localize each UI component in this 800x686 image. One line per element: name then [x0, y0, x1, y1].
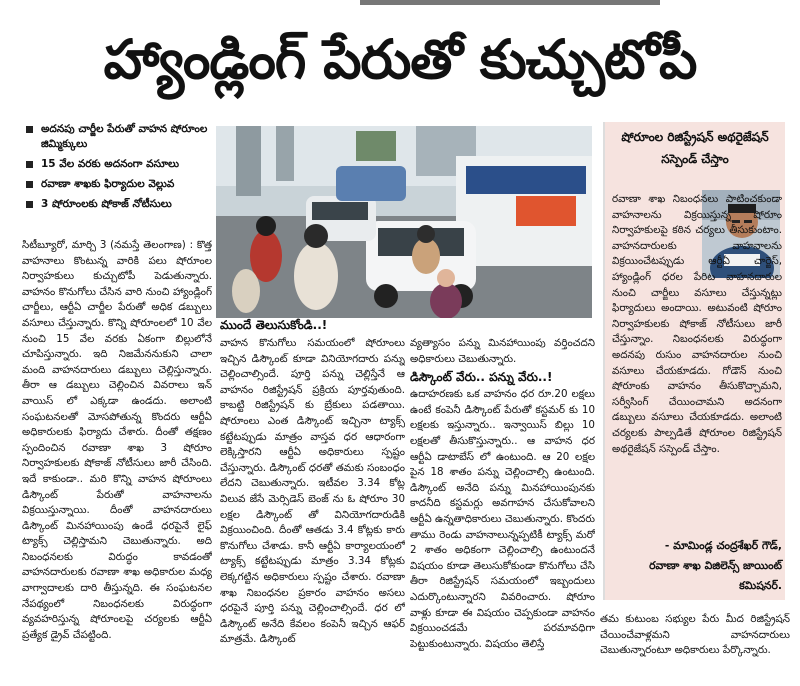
page-title: హ్యాండ్లింగ్ పేరుతో కుచ్చుటోపీ: [103, 28, 697, 91]
sidebar-title: షోరూంల రిజిస్ట్రేషన్ అథరైజేషన్ సస్పెండ్ చేస్తాం: [621, 130, 769, 166]
bullet-text: రవాణా శాఖకు ఫిర్యాదుల వెల్లువ: [41, 178, 175, 190]
article-paragraph: ఉదాహరణకు ఒక వాహనం ధర రూ.20 లక్షలు ఉంటే కంపెనీ డిస్కౌంట్ పేరుతో కస్టమర్ కు 10 లక్షలకు ఇస్తున్నారు.. ఇన్వాయిస్ బిల్లు 10 లక్షలతో తీసుకొస్తున్నారు.. ఆ వాహన ధర ఆర్టీఏ డాటాబేస్ లో ఉంటుంది. ఆ 20 లక్షల పైన 18 శాతం పన్ను చెల్లించాల్సి ఉంటుంది. డిస్కౌంట్ అనేది పన్ను మినహాయింపునకు కాదనీది కస్టమర్లు అవగాహన చేసుకోవాలని ఆర్టీఏ ఉన్నతాధికారులు చెబుతున్నారు. కొందరు తాము రెండు వాహనాలున్నప్పటికీ ట్యాక్స్ మరో 2 శాతం అధికంగా చెల్లించాల్సి ఉంటుందనే విషయం కూడా తెలుసుకోకుండా కొనుగోలు చేసి తీరా రిజిస్ట్రేషన్ సమయంలో ఇబ్బందులు ఎదుర్కొంటున్నారని వివరించారు. షోరూం వాళ్లు కూడా ఈ విషయం చెప్పకుండా వాహనం విక్రయించడమే పరమావధిగా పెట్టుకుంటున్నారు. విషయం తెలిస్తే: [410, 388, 595, 650]
article-column-1: [22, 238, 212, 668]
top-rule: [360, 0, 660, 5]
section-heading-know-first: ముందే తెలుసుకోండి..!: [220, 318, 328, 332]
list-item: [26, 157, 216, 172]
article-paragraph: సిటీబ్యూరో, మార్చి 3 (నమస్తే తెలంగాణ) : కొత్త వాహనాలు కొంటున్న వారికి పలు షోరూంల నిర్వాహకులు కుచ్చుటోపీ పెడుతున్నారు. వాహనం కొనుగోలు చేసిన వారి నుంచి హ్యాండ్లింగ్ చార్జీలు, ఆర్టీఏ చార్జీల పేరుతో అధిక డబ్బులు వసూలు చేస్తున్నారు. కొన్ని షోరూంలలో 10 వేల నుంచి 15 వేల వరకు ఏకంగా బిల్లులోనే చూపిస్తున్నారు. ఇది నిజమేననుకుని చాలా మంది వాహనదారులు డబ్బులు చెల్లిస్తున్నారు. తీరా ఆ డబ్బులు చెల్లించిన వివరాలు ఇన్ వాయిస్ లో ఎక్కడా ఉండదు. అలాంటి సంఘటనలతో మోసపోతున్న కొందరు ఆర్టీఏ అధికారులకు ఫిర్యాదు చేశారు. దీంతో తక్షణం స్పందించిన రవాణా శాఖ 3 షోరూం నిర్వాహకులకు షోకాజ్ నోటీసులు జారీ చేసింది. ఇదే కాకుండా.. మరి కొన్ని వాహన షోరూంలు డిస్కౌంట్ పేరుతో వాహనాలను విక్రయిస్తున్నాయి. దీంతో వాహనదారులు డిస్కౌంట్ మినహాయింపు ఉండే ధరపైనే లైఫ్ ట్యాక్స్ చెల్లిస్తామని చెబుతున్నారు. అది నిబంధనలకు విరుద్ధం కావడంతో వాహనదారులకు రవాణా శాఖ అధికారుల మధ్య వాగ్వాదాలకు దారి తీస్తున్నది. ఈ సంఘటనల నేపథ్యంలో నిబంధనలకు విరుద్ధంగా వ్యవహరిస్తున్న షోరూంలపై చర్యలకు ఆర్టీఏ ప్రత్యేక డ్రైవ్ చేపట్టింది.: [22, 239, 212, 641]
list-item: [26, 177, 216, 192]
article-continuation: తమ కుటుంబ సభ్యుల పేరు మీద రిజిస్ట్రేషన్ చేయించేవాళ్లమని వాహనదారులు చెబుతున్నారంటూ అధికారులు పేర్కొన్నారు.: [600, 613, 790, 657]
list-item: [26, 122, 216, 152]
bullet-text: అదనపు చార్జీల పేరుతో వాహన షోరూంల జిమ్మిక్కులు: [41, 123, 208, 150]
bullet-icon: [26, 161, 33, 168]
bullet-text: 3 షోరూంలకు షోకాజ్ నోటీసులు: [41, 198, 172, 210]
article-paragraph: వ్యత్యాసం పన్ను మినహాయింపు వర్తించదని అధికారులు చెబుతున్నారు.: [410, 337, 595, 365]
bullet-icon: [26, 201, 33, 208]
highlights-list: [26, 122, 216, 217]
article-paragraph: వాహన కొనుగోలు సమయంలో షోరూంలు ఇచ్చిన డిస్కౌంట్ కూడా వినియోగదారు పన్ను చెల్లించాల్సిందే. పూర్తి పన్ను చెల్లిస్తేనే ఆ వాహనం రిజిస్ట్రేషన్ ప్రక్రియ పూర్తవుతుంది. కాబట్టి రిజిస్ట్రేషన్ కు బ్రేకులు పడతాయి. షోరూంలు ఎంత డిస్కౌంట్ ఇచ్చినా ట్యాక్స్ కట్టేటప్పుడు మాత్రం వాస్తవ ధర ఆధారంగా లెక్కిస్తారని ఆర్టీఏ అధికారులు స్పష్టం చేస్తున్నారు. డిస్కౌంట్ ధరతో తమకు సంబంధం లేదని చెబుతున్నారు. ఇటీవల 3.34 కోట్ల విలువ జేసే మెర్సిడెస్ బెంజ్ ను ఓ షోరూం 30 లక్షల డిస్కౌంట్ తో వినియోగదారుడికి విక్రయించింది. దీంతో ఆతడు 3.4 కోట్లకు కారు కొనుగోలు చేశాడు. కానీ ఆర్టీఏ కార్యాలయంలో ట్యాక్స్ కట్టేటప్పుడు మాత్రం 3.34 కోట్లకు లెక్కగట్టిన అధికారులు స్పష్టం చేశారు. రవాణా శాఖ నిబంధనల ప్రకారం వాహనం అసలు ధరపైనే పూర్తి పన్ను చెల్లించాల్సిందే. ధర లో డిస్కౌంట్ అనేది కేవలం కంపెనీ ఇచ్చిన ఆఫర్ మాత్రమే. డిస్కౌంట్: [220, 337, 405, 646]
traffic-illustration: [216, 126, 592, 318]
bullet-icon: [26, 181, 33, 188]
signature-name: - మామిండ్ల చంద్రశేఖర్ గౌడ్,: [664, 539, 782, 552]
sidebar-text: రవాణా శాఖ నిబంధనలు పాటించకుండా వాహనాలను విక్రయిస్తున్న షోరూం నిర్వాహకులపై కఠిన చర్యలు తీసుకుంటాం. వాహనదారులకు వాహనాలను విక్రయించేటప్పుడు ఆర్టీఏ చార్జెస్, హ్యాండ్లింగ్ ధరల పేరిట వాహనదారుల నుంచి చార్జీలు వసూలు చేస్తున్నట్లు ఫిర్యాదులు అందాయి. అటువంటి షోరూం నిర్వాహకులకు షోకాజ్ నోటీసులు జారీ చేస్తున్నాం. నిబంధనలకు విరుద్ధంగా అదనపు రుసుం వాహనదారుల నుంచి వసూలు చేయకూడదు. గోడౌన్ నుంచి షోరూంకు వాహనం తీసుకొచ్చామని, సర్వీసింగ్ చేయించామని అదనంగా డబ్బులు వసూలు చేయకూడదు. అలాంటి చర్యలకు పాల్పడితే షోరూంల రిజిస్ట్రేషన్ అథరైజేషన్ సస్పెండ్ చేస్తాం.: [612, 193, 782, 455]
signature-block: [612, 536, 782, 596]
bullet-text: 15 వేల వరకు అదనంగా వసూలు: [41, 158, 180, 170]
article-column-2: [220, 336, 405, 676]
news-photo-traffic: [216, 126, 592, 318]
signature-designation: రవాణా శాఖ విజిలెన్స్ జాయింట్ కమిషనర్.: [649, 559, 782, 592]
bullet-icon: [26, 126, 33, 133]
article-column-3: [410, 336, 595, 676]
section-heading-discount-tax: డిస్కౌంట్ వేరు.. పన్ను వేరు..!: [410, 370, 553, 385]
list-item: [26, 197, 216, 212]
